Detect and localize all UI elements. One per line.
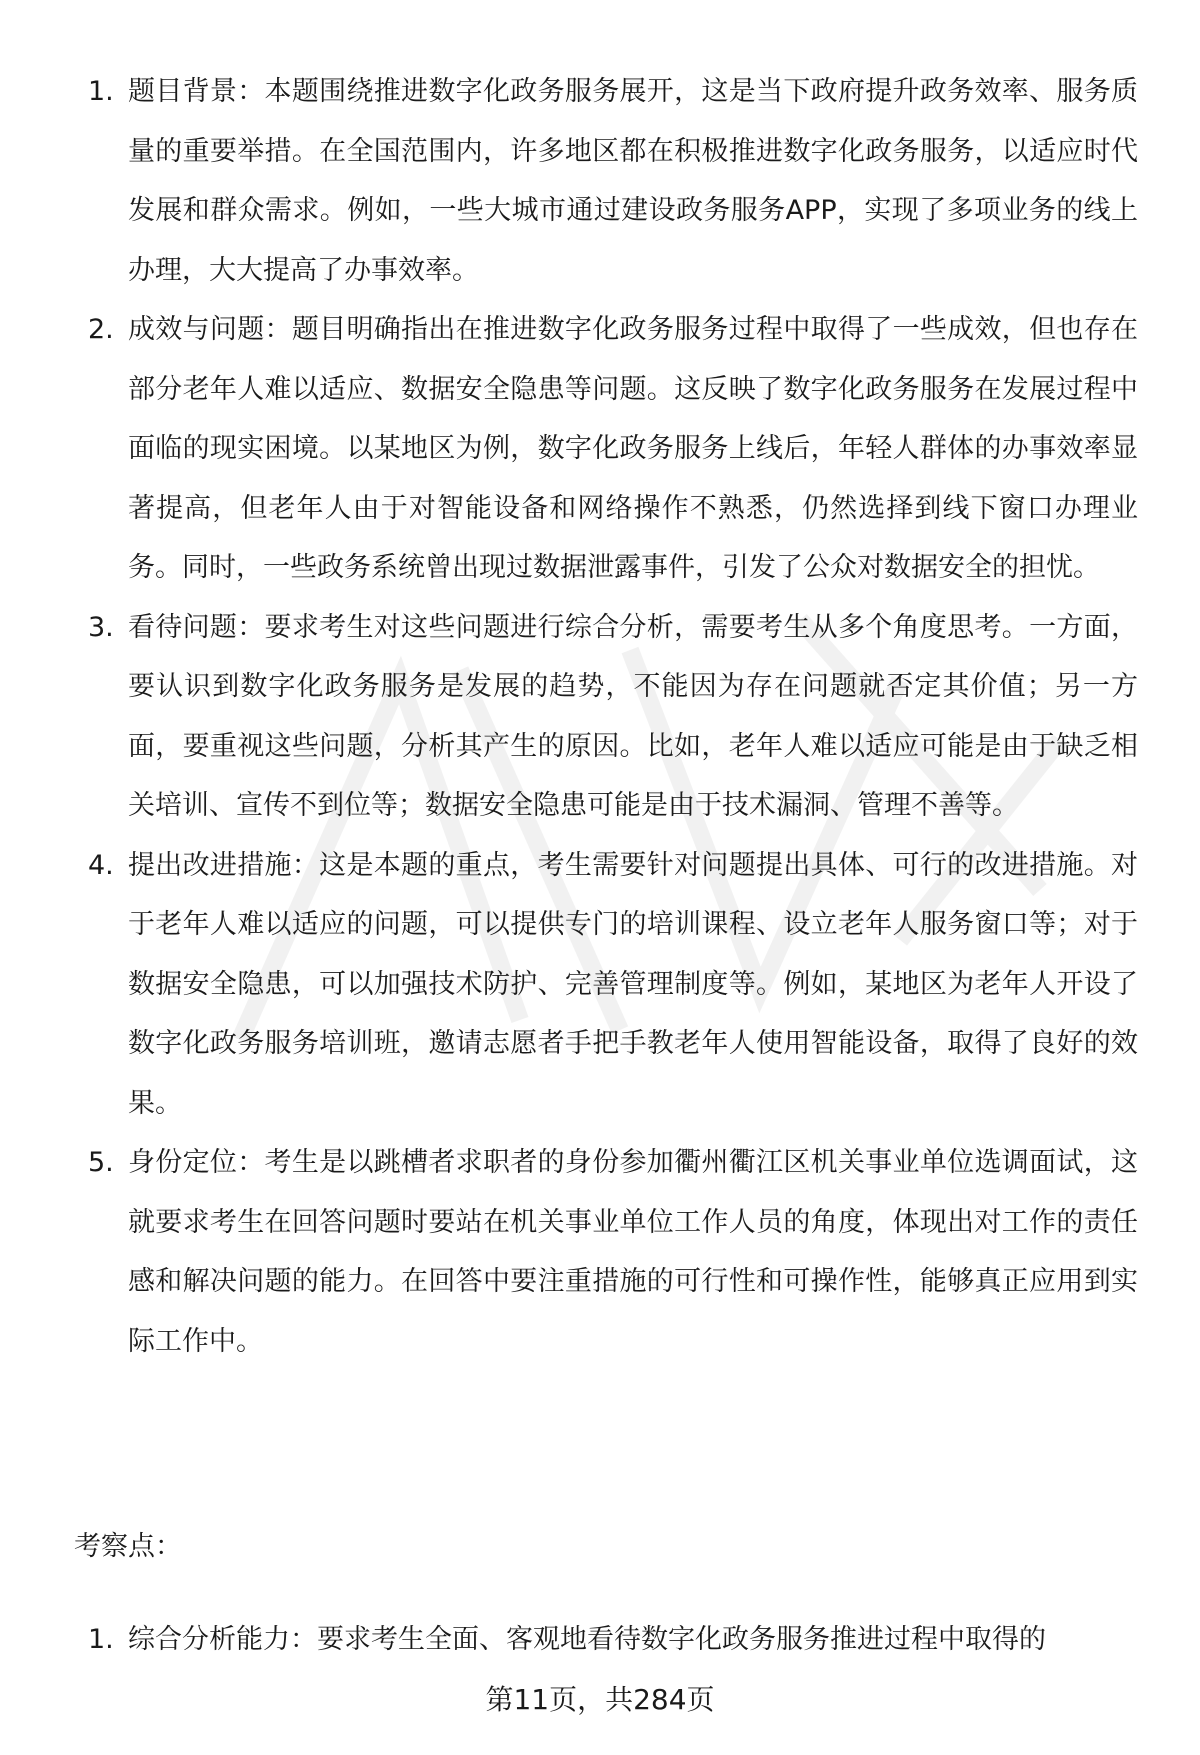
list-item [88, 1133, 1138, 1371]
list-item-label: 成效与问题： [128, 314, 292, 345]
list-item-label: 综合分析能力： [128, 1624, 317, 1655]
page-footer: 第11页，共284页 [485, 1683, 715, 1716]
list-item [88, 300, 1138, 598]
list-item-text: 要求考生对这些问题进行综合分析，需要考生从多个角度思考。一方面，要认识到数字化政务服务是发展的趋势，不能因为存在问题就否定其价值；另一方面，要重视这些问题，分析其产生的原因。比如，老年人难以适应可能是由于缺乏相关培训、宣传不到位等；数据安全隐患可能是由于技术漏洞、管理不善等。 [128, 611, 1139, 821]
list-item-label: 看待问题： [128, 611, 265, 643]
list-item-text: 要求考生全面、客观地看待数字化政务服务推进过程中取得的 [317, 1624, 1046, 1655]
section-heading-assessment-points: 考察点： [74, 1531, 182, 1562]
list-item [88, 836, 1138, 1134]
list-item-number: 4. [88, 849, 114, 881]
background-analysis-list [88, 62, 1138, 1371]
list-item-number: 1. [88, 76, 114, 107]
list-item-number: 5. [88, 1147, 114, 1178]
list-item-text: 这是本题的重点，考生需要针对问题提出具体、可行的改进措施。对于老年人难以适应的问题，可以提供专门的培训课程、设立老年人服务窗口等；对于数据安全隐患，可以加强技术防护、完善管理制度等。例如，某地区为老年人开设了数字化政务服务培训班，邀请志愿者手把手教老年人使用智能设备，取得了良好的效果。 [128, 849, 1139, 1119]
list-item-number: 3. [88, 611, 114, 643]
list-item-label: 身份定位： [128, 1147, 265, 1178]
list-item-number: 1. [88, 1624, 114, 1655]
list-item-label: 提出改进措施： [128, 849, 320, 881]
assessment-points-list [88, 1610, 1138, 1670]
list-item-text: 题目明确指出在推进数字化政务服务过程中取得了一些成效，但也存在部分老年人难以适应、数据安全隐患等问题。这反映了数字化政务服务在发展过程中面临的现实困境。以某地区为例，数字化政务服务上线后，年轻人群体的办事效率显著提高，但老年人由于对智能设备和网络操作不熟悉，仍然选择到线下窗口办理业务。同时，一些政务系统曾出现过数据泄露事件，引发了公众对数据安全的担忧。 [128, 314, 1139, 583]
list-item [88, 62, 1138, 300]
list-item-text: 考生是以跳槽者求职者的身份参加衢州衢江区机关事业单位选调面试，这就要求考生在回答问题时要站在机关事业单位工作人员的角度，体现出对工作的责任感和解决问题的能力。在回答中要注重措施的可行性和可操作性，能够真正应用到实际工作中。 [128, 1147, 1139, 1357]
list-item-text: 本题围绕推进数字化政务服务展开，这是当下政府提升政务效率、服务质量的重要举措。在全国范围内，许多地区都在积极推进数字化政务服务，以适应时代发展和群众需求。例如，一些大城市通过建设政务服务APP，实现了多项业务的线上办理，大大提高了办事效率。 [128, 76, 1139, 286]
list-item [88, 598, 1138, 836]
list-item-label: 题目背景： [128, 76, 265, 107]
list-item-number: 2. [88, 314, 114, 345]
list-item [88, 1610, 1138, 1670]
